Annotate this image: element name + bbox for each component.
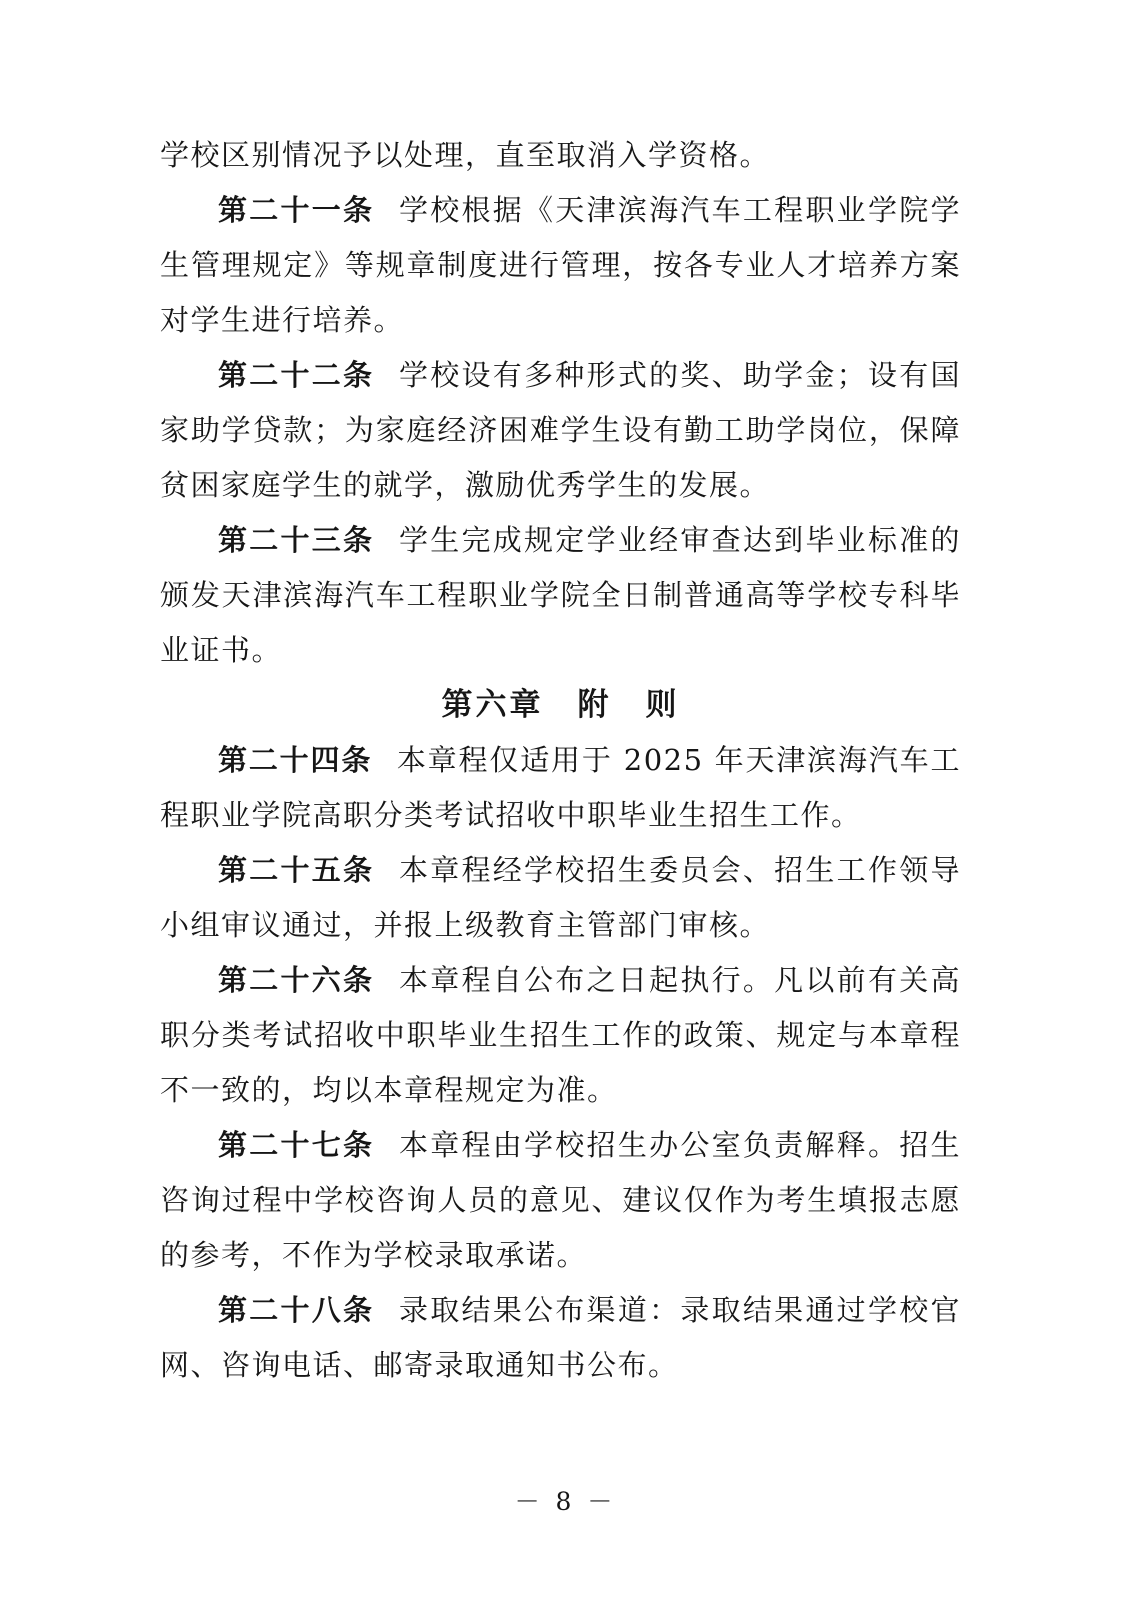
article-25-number: 第二十五条 [218,853,375,887]
article-22-number: 第二十二条 [218,358,375,392]
article-28 [160,1283,961,1393]
article-23-text: 学生完成规定学业经审查达到毕业标准的颁发天津滨海汽车工程职业学院全日制普通高等学校专科毕业证书。 [160,523,961,667]
article-26-text: 本章程自公布之日起执行。凡以前有关高职分类考试招收中职毕业生招生工作的政策、规定与本章程不一致的，均以本章程规定为准。 [160,963,961,1107]
page-number: － 8 － [514,1487,617,1516]
article-28-text: 录取结果公布渠道：录取结果通过学校官网、咨询电话、邮寄录取通知书公布。 [160,1293,961,1382]
article-28-number: 第二十八条 [218,1293,375,1327]
article-22 [160,348,961,513]
article-21-text: 学校根据《天津滨海汽车工程职业学院学生管理规定》等规章制度进行管理，按各专业人才培养方案对学生进行培养。 [160,193,961,337]
article-24-number: 第二十四条 [218,743,373,777]
article-21 [160,183,961,348]
article-27-text: 本章程由学校招生办公室负责解释。招生咨询过程中学校咨询人员的意见、建议仅作为考生填报志愿的参考，不作为学校录取承诺。 [160,1128,961,1272]
article-26 [160,953,961,1118]
article-27 [160,1118,961,1283]
paragraph-continuation: 学校区别情况予以处理，直至取消入学资格。 [160,138,771,172]
article-24-text: 本章程仅适用于 2025 年天津滨海汽车工程职业学院高职分类考试招收中职毕业生招生工作。 [160,743,961,832]
article-27-number: 第二十七条 [218,1128,375,1162]
article-22-text: 学校设有多种形式的奖、助学金；设有国家助学贷款；为家庭经济困难学生设有勤工助学岗位，保障贫困家庭学生的就学，激励优秀学生的发展。 [160,358,961,502]
article-23-number: 第二十三条 [218,523,375,557]
article-25 [160,843,961,953]
article-25-text: 本章程经学校招生委员会、招生工作领导小组审议通过，并报上级教育主管部门审核。 [160,853,961,942]
article-24 [160,733,961,843]
chapter-heading: 第六章 附 则 [441,687,680,723]
article-26-number: 第二十六条 [218,963,375,997]
article-23 [160,513,961,678]
article-21-number: 第二十一条 [218,193,375,227]
